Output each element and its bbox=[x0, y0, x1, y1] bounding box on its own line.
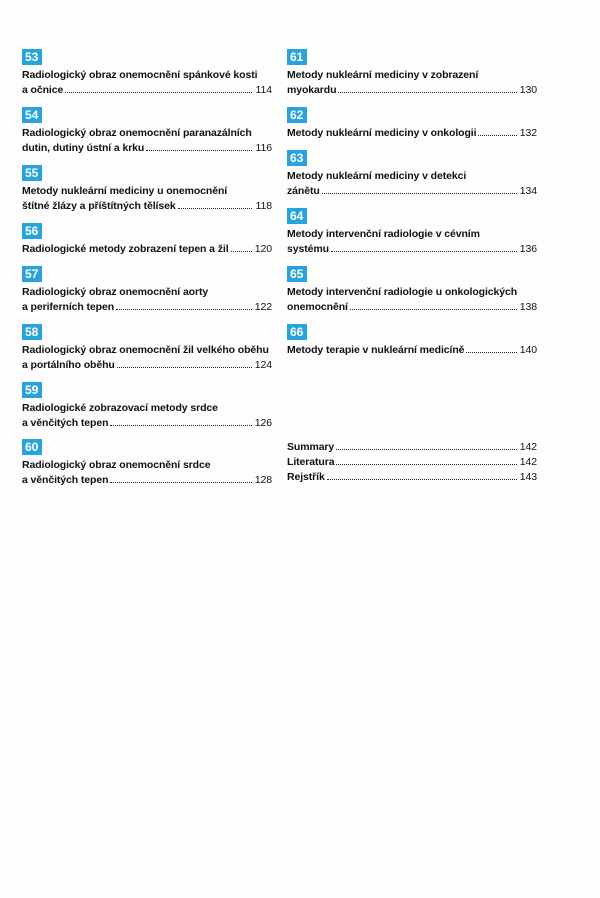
chapter-number-badge: 55 bbox=[22, 165, 42, 181]
chapter-title-line: Radiologické metody zobrazení tepen a žil bbox=[22, 243, 229, 255]
chapter-title-line: Metody nukleární mediciny v zobrazení bbox=[287, 69, 479, 81]
chapter-number-badge: 60 bbox=[22, 439, 42, 455]
chapter-title-line: Radiologický obraz onemocnění paranazálních bbox=[22, 127, 252, 139]
back-matter-entry[interactable] bbox=[287, 470, 537, 485]
toc-entry[interactable] bbox=[22, 438, 272, 488]
toc-entry[interactable] bbox=[22, 106, 272, 156]
back-matter-label: Summary bbox=[287, 441, 335, 453]
back-matter-list bbox=[287, 440, 537, 485]
dot-leader bbox=[117, 358, 252, 368]
chapter-title-line: a očnice bbox=[22, 84, 64, 96]
page-number: 132 bbox=[519, 127, 537, 139]
dot-leader bbox=[110, 416, 252, 426]
page-number: 116 bbox=[255, 142, 272, 154]
toc-entry[interactable] bbox=[287, 323, 537, 358]
toc-entry[interactable] bbox=[287, 106, 537, 141]
chapter-title-line: Radiologické zobrazovací metody srdce bbox=[22, 402, 218, 414]
dot-leader bbox=[322, 184, 517, 194]
page-number: 143 bbox=[519, 471, 537, 483]
chapter-title-line: Metody intervenční radiologie v cévním bbox=[287, 228, 480, 240]
chapter-title-line: Radiologický obraz onemocnění srdce bbox=[22, 459, 211, 471]
dot-leader bbox=[336, 455, 517, 465]
back-matter-entry[interactable] bbox=[287, 440, 537, 455]
page-number: 134 bbox=[519, 185, 537, 197]
chapter-number-badge: 54 bbox=[22, 107, 42, 123]
toc-entry[interactable] bbox=[287, 265, 537, 315]
page-number: 122 bbox=[254, 301, 272, 313]
chapter-title-line: a věnčitých tepen bbox=[22, 417, 109, 429]
page-number: 136 bbox=[519, 243, 537, 255]
toc-entry[interactable] bbox=[22, 323, 272, 373]
chapter-number-badge: 61 bbox=[287, 49, 307, 65]
dot-leader bbox=[327, 470, 517, 480]
chapter-title-line: Metody nukleární mediciny u onemocnění bbox=[22, 185, 228, 197]
dot-leader bbox=[65, 83, 252, 93]
page-number: 140 bbox=[519, 344, 537, 356]
chapter-title-line: zánětu bbox=[287, 185, 320, 197]
dot-leader bbox=[338, 83, 517, 93]
chapter-number-badge: 66 bbox=[287, 324, 307, 340]
chapter-number-badge: 56 bbox=[22, 223, 42, 239]
dot-leader bbox=[350, 300, 517, 310]
toc-entry[interactable] bbox=[22, 48, 272, 98]
back-matter-label: Literatura bbox=[287, 456, 335, 468]
page-number: 130 bbox=[519, 84, 537, 96]
dot-leader bbox=[116, 300, 252, 310]
page-number: 142 bbox=[519, 456, 537, 468]
page-number: 124 bbox=[254, 359, 272, 371]
page-number: 118 bbox=[255, 200, 272, 212]
chapter-number-badge: 53 bbox=[22, 49, 42, 65]
chapter-title-line: a periferních tepen bbox=[22, 301, 115, 313]
chapter-title-line: Metody terapie v nukleární medicíně bbox=[287, 344, 465, 356]
toc-entry[interactable] bbox=[22, 265, 272, 315]
chapter-title-line: Metody intervenční radiologie u onkologických bbox=[287, 286, 518, 298]
chapter-title-line: systému bbox=[287, 243, 329, 255]
back-matter-entry[interactable] bbox=[287, 455, 537, 470]
dot-leader bbox=[466, 343, 517, 353]
page-number: 120 bbox=[254, 243, 272, 255]
toc-entry[interactable] bbox=[22, 164, 272, 214]
dot-leader bbox=[146, 141, 252, 151]
toc-entry[interactable] bbox=[287, 149, 537, 199]
chapter-title-line: Radiologický obraz onemocnění aorty bbox=[22, 286, 209, 298]
chapter-title-line: a portálního oběhu bbox=[22, 359, 115, 371]
dot-leader bbox=[110, 473, 252, 483]
page-number: 138 bbox=[519, 301, 537, 313]
toc-entry[interactable] bbox=[22, 222, 272, 257]
dot-leader bbox=[331, 242, 517, 252]
chapter-title-line: dutin, dutiny ústní a krku bbox=[22, 142, 145, 154]
chapter-title-line: Radiologický obraz onemocnění žil velkého oběhu bbox=[22, 344, 269, 356]
chapter-number-badge: 63 bbox=[287, 150, 307, 166]
toc-entry[interactable] bbox=[287, 207, 537, 257]
chapter-title-line: štítné žlázy a příštítných tělísek bbox=[22, 200, 176, 212]
chapter-title-line: Metody nukleární mediciny v onkologii bbox=[287, 127, 477, 139]
chapter-number-badge: 62 bbox=[287, 107, 307, 123]
chapter-title-line: Radiologický obraz onemocnění spánkové kosti bbox=[22, 69, 258, 81]
chapter-number-badge: 65 bbox=[287, 266, 307, 282]
chapter-title-line: a věnčitých tepen bbox=[22, 474, 109, 486]
page-number: 142 bbox=[519, 441, 537, 453]
chapter-number-badge: 64 bbox=[287, 208, 307, 224]
page-number: 128 bbox=[254, 474, 272, 486]
chapter-title-line: myokardu bbox=[287, 84, 337, 96]
dot-leader bbox=[336, 440, 517, 450]
toc-entry[interactable] bbox=[22, 381, 272, 431]
toc-entry[interactable] bbox=[287, 48, 537, 98]
dot-leader bbox=[178, 199, 252, 209]
chapter-number-badge: 59 bbox=[22, 382, 42, 398]
page-number: 114 bbox=[255, 84, 272, 96]
page-number: 126 bbox=[254, 417, 272, 429]
dot-leader bbox=[231, 242, 252, 252]
chapter-title-line: Metody nukleární mediciny v detekci bbox=[287, 170, 467, 182]
back-matter-label: Rejstřík bbox=[287, 471, 325, 483]
dot-leader bbox=[478, 126, 517, 136]
chapter-number-badge: 58 bbox=[22, 324, 42, 340]
chapter-number-badge: 57 bbox=[22, 266, 42, 282]
chapter-title-line: onemocnění bbox=[287, 301, 348, 313]
